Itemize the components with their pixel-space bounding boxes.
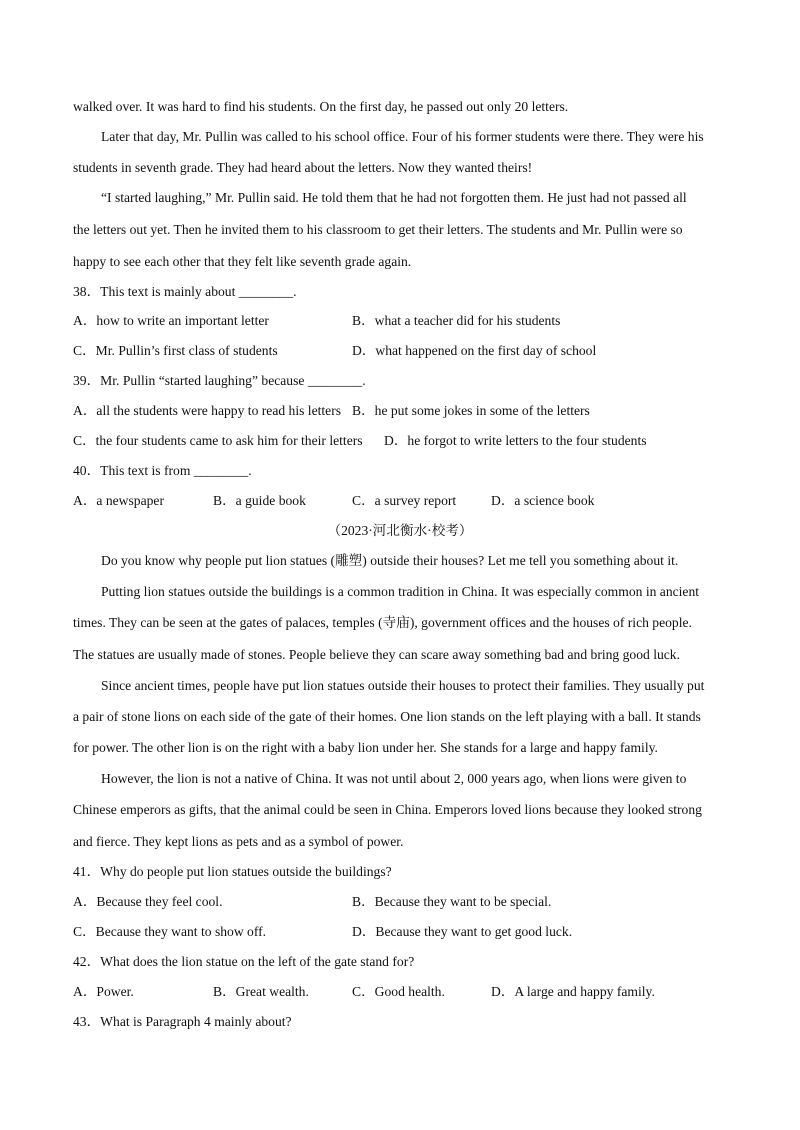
passage-source: （2023·河北衡水·校考）	[327, 523, 473, 538]
passage2-line: Do you know why people put lion statues (雕塑) outside their houses? Let me tell you something about it.	[101, 553, 679, 568]
question-stem-40: 40．This text is from ________.	[73, 463, 252, 478]
passage1-line: “I started laughing,” Mr. Pullin said. He told them that he had not forgotten them. He just had not passed all	[101, 190, 687, 205]
passage1-line: the letters out yet. Then he invited them to his classroom to get their letters. The students and Mr. Pullin were so	[73, 222, 683, 237]
option-42-c[interactable]: C．Good health.	[352, 984, 445, 999]
option-41-c[interactable]: C．Because they want to show off.	[73, 924, 267, 939]
option-39-b[interactable]: B．he put some jokes in some of the letters	[352, 403, 590, 418]
passage2-line: a pair of stone lions on each side of the gate of their homes. One lion stands on the left playing with a ball. It stands	[73, 709, 701, 724]
option-39-d[interactable]: D．he forgot to write letters to the four students	[384, 433, 647, 448]
question-stem-43: 43．What is Paragraph 4 mainly about?	[73, 1014, 292, 1029]
passage1-line: happy to see each other that they felt like seventh grade again.	[73, 254, 412, 269]
question-stem-39: 39．Mr. Pullin “started laughing” because ________.	[73, 373, 366, 388]
passage2-line: The statues are usually made of stones. People believe they can scare away something bad and bring good luck.	[73, 647, 680, 662]
question-stem-41: 41．Why do people put lion statues outside the buildings?	[73, 864, 392, 879]
passage2-line: times. They can be seen at the gates of palaces, temples (寺庙), government offices and the houses of rich people.	[73, 615, 692, 630]
option-41-b[interactable]: B．Because they want to be special.	[352, 894, 552, 909]
option-38-b[interactable]: B．what a teacher did for his students	[352, 313, 561, 328]
passage2-line: Since ancient times, people have put lion statues outside their houses to protect their families. They usually put	[101, 678, 705, 693]
passage2-line: for power. The other lion is on the right with a baby lion under her. She stands for a large and happy family.	[73, 740, 658, 755]
option-39-c[interactable]: C．the four students came to ask him for their letters	[73, 433, 363, 448]
option-42-d[interactable]: D．A large and happy family.	[491, 984, 655, 999]
passage2-line: Putting lion statues outside the buildings is a common tradition in China. It was especially common in ancient	[101, 584, 700, 599]
question-stem-38: 38．This text is mainly about ________.	[73, 284, 297, 299]
passage2-line: However, the lion is not a native of China. It was not until about 2, 000 years ago, when lions were given to	[101, 771, 687, 786]
option-41-a[interactable]: A．Because they feel cool.	[73, 894, 223, 909]
option-40-c[interactable]: C．a survey report	[352, 493, 457, 508]
option-41-d[interactable]: D．Because they want to get good luck.	[352, 924, 573, 939]
passage2-line: and fierce. They kept lions as pets and as a symbol of power.	[73, 834, 404, 849]
passage1-line: walked over. It was hard to find his students. On the first day, he passed out only 20 letters.	[73, 99, 569, 114]
passage1-line: students in seventh grade. They had heard about the letters. Now they wanted theirs!	[73, 160, 533, 175]
option-40-d[interactable]: D．a science book	[491, 493, 595, 508]
option-40-b[interactable]: B．a guide book	[213, 493, 306, 508]
passage2-line: Chinese emperors as gifts, that the animal could be seen in China. Emperors loved lions because they looked strong	[73, 802, 702, 817]
option-40-a[interactable]: A．a newspaper	[73, 493, 164, 508]
option-38-a[interactable]: A．how to write an important letter	[73, 313, 269, 328]
option-39-a[interactable]: A．all the students were happy to read his letters	[73, 403, 342, 418]
passage1-line: Later that day, Mr. Pullin was called to his school office. Four of his former students were there. They were his	[101, 129, 704, 144]
option-38-d[interactable]: D．what happened on the first day of school	[352, 343, 597, 358]
question-stem-42: 42．What does the lion statue on the left of the gate stand for?	[73, 954, 415, 969]
option-38-c[interactable]: C．Mr. Pullin’s first class of students	[73, 343, 278, 358]
option-42-b[interactable]: B．Great wealth.	[213, 984, 309, 999]
option-42-a[interactable]: A．Power.	[73, 984, 134, 999]
